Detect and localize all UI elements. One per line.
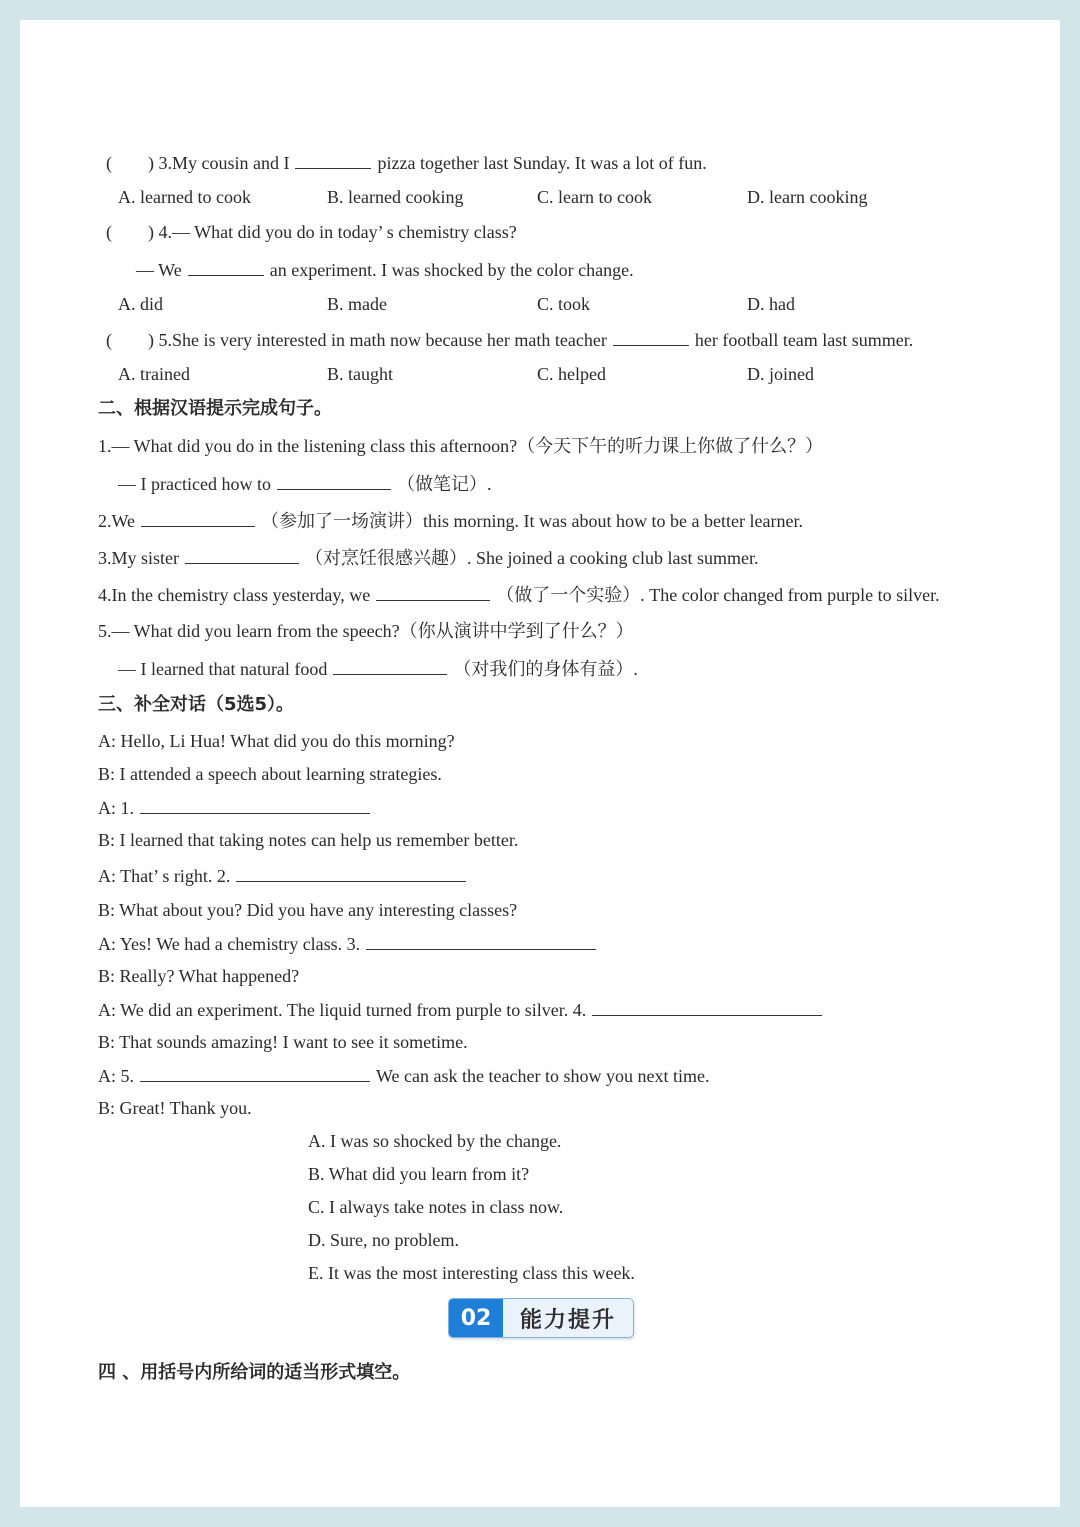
dialogue-text: A: 5. bbox=[98, 1066, 134, 1086]
dialogue-text: A: Yes! We had a chemistry class. 3. bbox=[98, 934, 361, 954]
sentence-text: — I learned that natural food bbox=[118, 659, 328, 679]
dialogue-line bbox=[98, 828, 1060, 852]
sentence-text: — I practiced how to bbox=[118, 474, 271, 494]
dialogue-text: B: I attended a speech about learning strategies. bbox=[98, 764, 442, 784]
option-a: A. did bbox=[118, 294, 163, 314]
question-4 bbox=[106, 220, 1060, 244]
dialogue-line bbox=[98, 795, 1060, 820]
question-text: her football team last summer. bbox=[694, 330, 914, 350]
dialogue-line bbox=[98, 762, 1060, 786]
dialogue-text: A: We did an experiment. The liquid turned from purple to silver. 4. bbox=[98, 1000, 587, 1020]
badge-number: 02 bbox=[449, 1299, 503, 1337]
choice-option: B. What did you learn from it? bbox=[308, 1164, 530, 1184]
dialogue-text: A: That’ s right. 2. bbox=[98, 866, 231, 886]
sentence-1 bbox=[98, 434, 1060, 458]
answer-blank[interactable] bbox=[592, 997, 822, 1016]
dialogue-text: We can ask the teacher to show you next time. bbox=[376, 1066, 710, 1086]
sentence-5 bbox=[98, 619, 1060, 643]
sentence-text: （对烹饪很感兴趣）. She joined a cooking club last summer. bbox=[305, 548, 759, 568]
question-text: pizza together last Sunday. It was a lot of fun. bbox=[377, 153, 707, 173]
option-d: D. joined bbox=[747, 364, 814, 384]
question-text: 5.She is very interested in math now because her math teacher bbox=[158, 330, 607, 350]
dialogue-text: B: Really? What happened? bbox=[98, 966, 300, 986]
dialogue-text: A: 1. bbox=[98, 798, 134, 818]
answer-blank[interactable] bbox=[295, 150, 371, 169]
dialogue-line bbox=[98, 997, 1060, 1022]
question-text: 3.My cousin and I bbox=[158, 153, 290, 173]
question-4-reply bbox=[136, 257, 1060, 282]
dialogue-line bbox=[98, 1063, 1060, 1088]
question-3 bbox=[106, 150, 1060, 175]
dialogue-line bbox=[98, 1096, 1060, 1120]
dialogue-text: B: That sounds amazing! I want to see it sometime. bbox=[98, 1032, 468, 1052]
answer-blank[interactable] bbox=[366, 931, 596, 950]
badge-label: 能力提升 bbox=[519, 1307, 616, 1333]
option-b: B. taught bbox=[327, 364, 393, 384]
answer-paren: ( ) bbox=[106, 330, 154, 350]
sentence-text: （参加了一场演讲）this morning. It was about how to be a better learner. bbox=[261, 511, 803, 531]
dialogue-text: A: Hello, Li Hua! What did you do this morning? bbox=[98, 731, 455, 751]
sentence-3 bbox=[98, 545, 1060, 570]
sentence-2 bbox=[98, 508, 1060, 533]
choice-option: E. It was the most interesting class this week. bbox=[308, 1263, 635, 1283]
answer-blank[interactable] bbox=[140, 1063, 370, 1082]
dialogue-text: B: I learned that taking notes can help us remember better. bbox=[98, 830, 519, 850]
answer-blank[interactable] bbox=[333, 656, 447, 675]
question-text: 4.— What did you do in today’ s chemistry class? bbox=[158, 222, 517, 242]
option-a: A. learned to cook bbox=[118, 187, 251, 207]
answer-paren: ( ) bbox=[106, 222, 154, 242]
sentence-1-reply bbox=[118, 471, 1060, 496]
choice-option: C. I always take notes in class now. bbox=[308, 1197, 564, 1217]
sentence-4 bbox=[98, 582, 1060, 607]
section-badge bbox=[448, 1298, 634, 1338]
option-d: D. had bbox=[747, 294, 795, 314]
answer-blank[interactable] bbox=[236, 863, 466, 882]
dialogue-line bbox=[98, 931, 1060, 956]
choice-option: A. I was so shocked by the change. bbox=[308, 1131, 562, 1151]
section-4-title: 四 、用括号内所给词的适当形式填空。 bbox=[98, 1362, 411, 1383]
answer-blank[interactable] bbox=[141, 508, 255, 527]
option-c: C. helped bbox=[537, 364, 606, 384]
sentence-text: （做了一个实验）. The color changed from purple to silver. bbox=[496, 585, 940, 605]
answer-blank[interactable] bbox=[376, 582, 490, 601]
option-c: C. learn to cook bbox=[537, 187, 652, 207]
section-3-title: 三、补全对话（5选5）。 bbox=[98, 694, 295, 715]
sentence-text: 4.In the chemistry class yesterday, we bbox=[98, 585, 371, 605]
dialogue-line bbox=[98, 1030, 1060, 1054]
choice-option: D. Sure, no problem. bbox=[308, 1230, 459, 1250]
answer-blank[interactable] bbox=[185, 545, 299, 564]
dialogue-line bbox=[98, 964, 1060, 988]
dialogue-line bbox=[98, 863, 1060, 888]
sentence-text: 5.— What did you learn from the speech?（你从演讲中学到了什么？） bbox=[98, 621, 634, 641]
answer-blank[interactable] bbox=[188, 257, 264, 276]
section-2-title: 二、根据汉语提示完成句子。 bbox=[98, 398, 332, 419]
answer-blank[interactable] bbox=[140, 795, 370, 814]
sentence-text: 2.We bbox=[98, 511, 136, 531]
sentence-text: （对我们的身体有益）. bbox=[453, 659, 638, 679]
question-5 bbox=[106, 327, 1060, 352]
option-c: C. took bbox=[537, 294, 591, 314]
option-d: D. learn cooking bbox=[747, 187, 868, 207]
dialogue-text: B: Great! Thank you. bbox=[98, 1098, 252, 1118]
answer-blank[interactable] bbox=[277, 471, 391, 490]
question-text: — We bbox=[136, 260, 182, 280]
sentence-5-reply bbox=[118, 656, 1060, 681]
dialogue-line bbox=[98, 898, 1060, 922]
dialogue-line bbox=[98, 729, 1060, 753]
answer-paren: ( ) bbox=[106, 153, 154, 173]
option-a: A. trained bbox=[118, 364, 190, 384]
option-b: B. made bbox=[327, 294, 387, 314]
question-text: an experiment. I was shocked by the color change. bbox=[269, 260, 634, 280]
sentence-text: （做笔记）. bbox=[396, 474, 492, 494]
answer-blank[interactable] bbox=[613, 327, 689, 346]
worksheet-page bbox=[20, 20, 1060, 1507]
dialogue-text: B: What about you? Did you have any interesting classes? bbox=[98, 900, 518, 920]
option-b: B. learned cooking bbox=[327, 187, 464, 207]
sentence-text: 3.My sister bbox=[98, 548, 179, 568]
sentence-text: 1.— What did you do in the listening class this afternoon?（今天下午的听力课上你做了什么？） bbox=[98, 436, 824, 456]
